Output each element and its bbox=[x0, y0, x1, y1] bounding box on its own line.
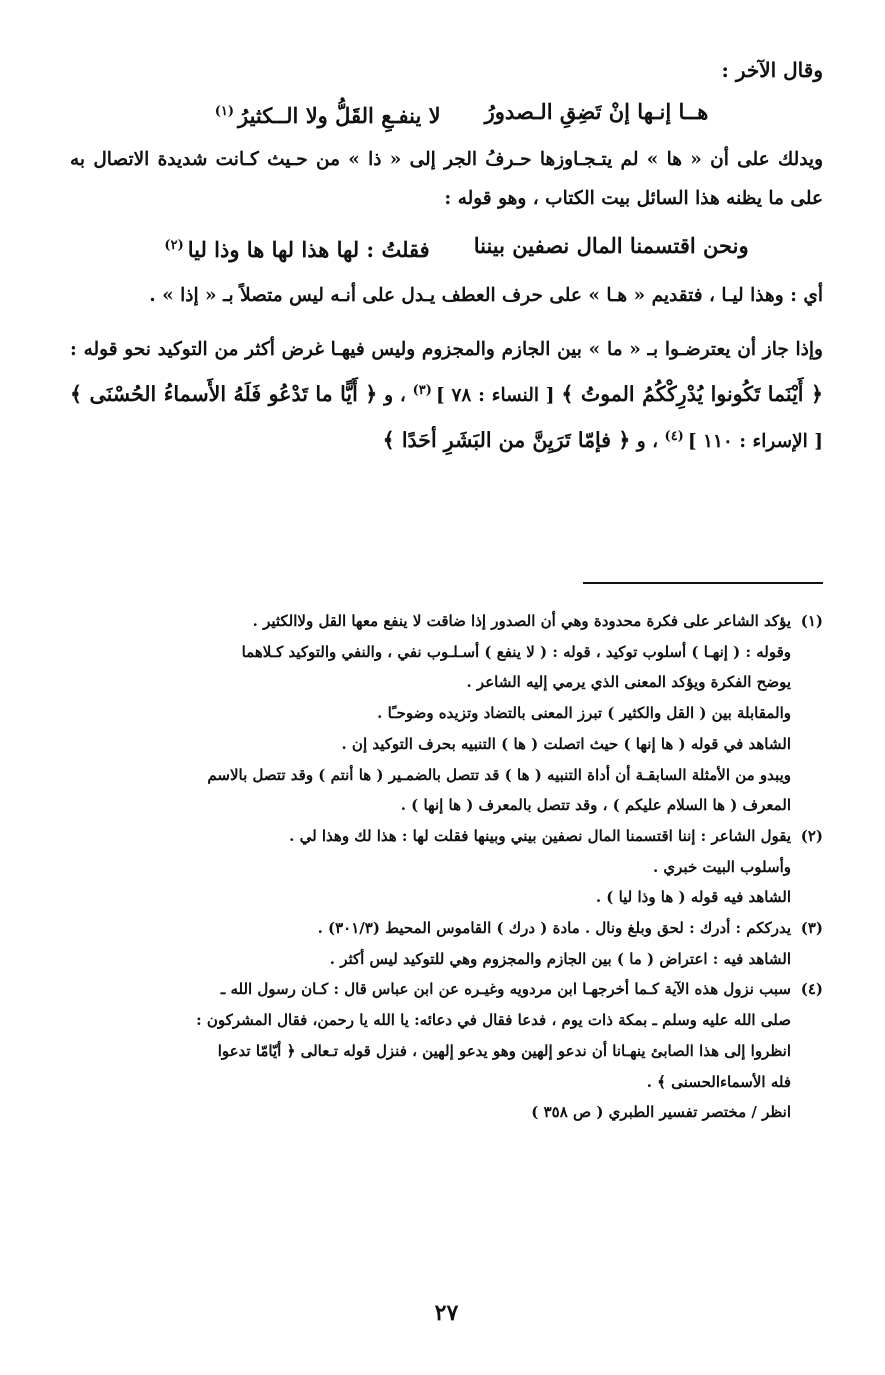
footnote-marker-3[interactable]: (٣) bbox=[412, 383, 432, 398]
footnote-text: الشاهد فيه : اعتراض ( ما ) بين الجازم والمجزوم وهي للتوكيد ليس أكثر . bbox=[329, 949, 791, 968]
footnote-text: ويبدو من الأمثلة السابقـة أن أداة التنبيه ( ها ) قد تتصل بالضمـير ( ها أنتم ) وقد تتصل بالاسم bbox=[207, 765, 791, 784]
connector-1: ، و bbox=[384, 385, 406, 407]
quran-quote-2: ﴿ أَيًّا ما تَدْعُو فَلَهُ الأَسماءُ الحُسْنَى ﴾ bbox=[70, 382, 378, 407]
footnote-line bbox=[70, 944, 823, 975]
quran-reference-1: [ النساء : ٧٨ ] bbox=[435, 385, 555, 407]
paragraph-3 bbox=[70, 329, 823, 462]
connector-2: ، و bbox=[636, 431, 659, 453]
footnote-text: والمقابلة بين ( القل والكثير ) تبرز المعنى بالتضاد وتزيده وضوحـًا . bbox=[377, 704, 791, 723]
footnote-text: الشاهد في قوله ( ها إنها ) حيث اتصلت ( ها ) التنبيه بحرف التوكيد إن . bbox=[341, 734, 791, 753]
footnote-separator bbox=[583, 582, 823, 584]
footnote-text: انظروا إلى هذا الصابئ ينهـانا أن ندعو إلهين وهو يدعو إلهين ، فنزل قوله تـعالى ﴿ أيّامّا تدعوا bbox=[217, 1041, 791, 1060]
paragraph-1: ويدلك على أن « ها » لم يتـجـاوزها حـرفُ الجر إلى « ذا » من حـيث كـانت شديدة الاتصال به على ما يظنه هذا السائل بيت الكتاب ، وهو قوله : bbox=[70, 149, 823, 209]
page-number: ٢٧ bbox=[434, 1300, 459, 1326]
poetry-verse-1 bbox=[70, 90, 823, 134]
book-page bbox=[70, 50, 823, 1375]
footnote-line bbox=[70, 729, 823, 760]
footnote-text: يؤكد الشاعر على فكرة محدودة وهي أن الصدور إذا ضاقت لا ينفع معها القل ولاالكثير . bbox=[252, 612, 791, 630]
quran-quote-3: ﴿ فإمّا تَرَيِنَّ من البَشَرِ أحَدًا ﴾ bbox=[382, 428, 631, 453]
footnote-line bbox=[70, 974, 823, 1005]
footnote-marker-2[interactable]: (٢) bbox=[164, 238, 184, 253]
footnote-text: سبب نزول هذه الآية كـما أخرجهـا ابن مردويه وغيـره عن ابن عباس قال : كـان رسول الله ـ bbox=[220, 980, 791, 999]
quran-reference-2: [ الإسراء : ١١٠ ] bbox=[687, 431, 823, 453]
footnote-line bbox=[70, 821, 823, 852]
footnote-number: (١) bbox=[800, 612, 823, 630]
footnote-number: (٢) bbox=[800, 826, 823, 845]
paragraph-3-text: وإذا جاز أن يعترضـوا بـ « ما » بين الجازم والمجزوم وليس فيهـا غرض أكثر من التوكيد نحو قوله : bbox=[70, 339, 823, 360]
footnote-line bbox=[70, 760, 823, 791]
verse-1-first-hemistich: هــا إنـها إنْ تَضِقِ الـصدورُ bbox=[484, 99, 709, 124]
footnote-text: يدرككم : أدرك : لحق وبلغ ونال . مادة ( درك ) القاموس المحيط (٣٠١/٣) . bbox=[317, 919, 791, 938]
verse-2-second-hemistich: فقلتُ : لها هذا لها ها وذا ليا$^{(٢)}$ bbox=[164, 237, 430, 262]
footnote-line bbox=[70, 606, 823, 637]
footnote-number: (٣) bbox=[800, 919, 823, 938]
footnote-text: المعرف ( ها السلام عليكم ) ، وقد تتصل بالمعرف ( ها إنها ) . bbox=[400, 796, 791, 815]
footnote-line bbox=[70, 637, 823, 668]
footnote-text: فله الأسماءالحسنى ﴾ . bbox=[646, 1072, 791, 1091]
footnote-text: يوضح الفكرة ويؤكد المعنى الذي يرمي إليه الشاعر . bbox=[466, 673, 791, 692]
footnote-line bbox=[70, 1005, 823, 1036]
footnote-marker-1[interactable]: (١) bbox=[214, 104, 234, 119]
footnote-line bbox=[70, 790, 823, 821]
intro-line: وقال الآخر : bbox=[721, 58, 823, 82]
footnote-number: (٤) bbox=[800, 980, 823, 999]
footnote-text: يقول الشاعر : إننا اقتسمنا المال نصفين بيني وبينها فقلت لها : هذا لك وهذا لي . bbox=[289, 826, 791, 845]
footnote-line bbox=[70, 852, 823, 883]
verse-1-second-hemistich: لا ينفـعِ القَلُّ ولا الــكثيرُ$^{(١)}$ bbox=[214, 103, 441, 128]
footnote-line bbox=[70, 667, 823, 698]
footnote-line bbox=[70, 1097, 823, 1128]
footnote-line bbox=[70, 698, 823, 729]
quran-quote-1: ﴿ أَيْنَما تَكُونوا يُدْرِكْكُمُ الموتُ ﴾ bbox=[561, 382, 823, 407]
poetry-verse-2 bbox=[70, 224, 823, 268]
paragraph-2: أي : وهذا ليـا ، فتقديم « هـا » على حرف العطف يـدل على أنـه ليس متصلاً بـ « إذا » . bbox=[149, 285, 823, 306]
footnotes-section bbox=[70, 606, 823, 1128]
footnote-text: وقوله : ( إنهـا ) أسلوب توكيد ، قوله : ( لا ينفع ) أسـلـوب نفي ، والنفي والتوكيد كـلاهما bbox=[241, 642, 791, 661]
verse-2-first-hemistich: ونحن اقتسمنا المال نصفين بيننا bbox=[473, 233, 749, 258]
footnote-text: وأسلوب البيت خبري . bbox=[652, 857, 791, 876]
footnote-text: انظر / مختصر تفسير الطبري ( ص ٣٥٨ ) bbox=[531, 1103, 791, 1122]
footnote-line bbox=[70, 913, 823, 944]
footnote-line bbox=[70, 882, 823, 913]
footnote-marker-4[interactable]: (٤) bbox=[664, 429, 684, 445]
footnote-text: صلى الله عليه وسلم ـ بمكة ذات يوم ، فدعا فقال في دعائه: يا الله يا رحمن، فقال المشركون : bbox=[196, 1011, 791, 1030]
footnote-line bbox=[70, 1036, 823, 1067]
footnote-text: الشاهد فيه قوله ( ها وذا ليا ) . bbox=[595, 888, 791, 907]
footnote-line bbox=[70, 1067, 823, 1098]
